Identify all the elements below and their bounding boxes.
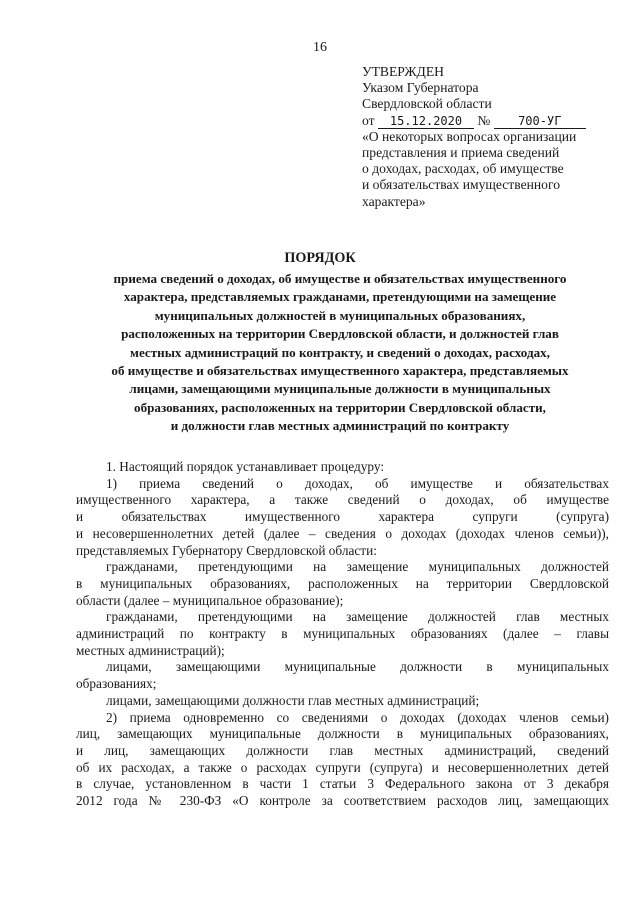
- paragraph-line: и лиц, замещающих должности глав местных администраций, сведений: [76, 742, 609, 758]
- approval-date-line: [362, 113, 612, 129]
- number-prefix: №: [477, 112, 491, 128]
- approval-issuer: Указом Губернатора: [362, 80, 479, 96]
- paragraph-line: 1) приема сведений о доходах, об имуществе и обязательствах: [106, 475, 609, 491]
- paragraph-line: об их расходах, а также о расходах супруги (супруга) и несовершеннолетних детей: [76, 759, 609, 775]
- decree-title-line: о доходах, расходах, об имуществе: [362, 161, 564, 177]
- subtitle-line: местных администраций по контракту, и сведений о доходах, расходах,: [130, 344, 550, 360]
- paragraph-line: области (далее – муниципальное образование);: [76, 592, 344, 608]
- decree-title-line: «О некоторых вопросах организации: [362, 128, 577, 144]
- paragraph-line: и обязательствах имущественного характера супруги (супруга): [76, 509, 609, 525]
- subtitle-line: образованиях, расположенных на территории Свердловской области,: [134, 399, 546, 415]
- page-number: 16: [313, 40, 327, 55]
- paragraph-line: лицами, замещающими муниципальные должности в муниципальных: [106, 659, 609, 675]
- paragraph-line: администраций по контракту в муниципальных образованиях (далее – главы: [76, 626, 609, 642]
- paragraph-line: гражданами, претендующими на замещение муниципальных должностей: [106, 559, 609, 575]
- approval-heading: УТВЕРЖДЕН: [362, 64, 444, 79]
- paragraph-line: местных администраций);: [76, 642, 225, 658]
- paragraph-5: [76, 659, 609, 692]
- paragraph-line: представляемых Губернатору Свердловской области:: [76, 542, 377, 558]
- subtitle-line: расположенных на территории Свердловской области, и должностей глав: [121, 326, 559, 342]
- paragraph-line: гражданами, претендующими на замещение должностей глав местных: [106, 609, 609, 625]
- decree-title-line: характера»: [362, 193, 426, 209]
- subtitle-line: лицами, замещающими муниципальные должности в муниципальных: [129, 381, 551, 397]
- paragraph-line: в случае, установленном в части 1 статьи 3 Федерального закона от 3 декабря: [76, 776, 609, 792]
- paragraph-line: и несовершеннолетних детей (далее – сведения о доходах (доходах членов семьи)),: [76, 525, 609, 541]
- subtitle-line: характера, представляемых гражданами, претендующими на замещение: [123, 289, 557, 305]
- document-subtitle: [70, 270, 610, 436]
- paragraph-2: [76, 476, 609, 560]
- paragraph-line: 2012 года № 230-ФЗ «О контроле за соответствием расходов лиц, замещающих: [76, 793, 609, 809]
- subtitle-line: об имуществе и обязательствах имущественного характера, представляемых: [111, 363, 569, 379]
- document-title: ПОРЯДОК: [284, 250, 356, 266]
- date-value: 15.12.2020: [378, 114, 474, 129]
- approval-block: [362, 64, 612, 210]
- paragraph-7: [76, 710, 609, 810]
- paragraph-line: в муниципальных образованиях, расположенных на территории Свердловской: [76, 575, 609, 591]
- decree-title-line: и обязательствах имущественного: [362, 177, 560, 193]
- paragraph-line: имущественного характера, а также сведений о доходах, об имуществе: [76, 492, 609, 508]
- paragraph-line: 2) приема одновременно со сведениями о доходах (доходах членов семьи): [106, 709, 609, 725]
- paragraph-1: 1. Настоящий порядок устанавливает процедуру:: [106, 459, 385, 474]
- number-value: 700-УГ: [494, 114, 586, 129]
- decree-title-line: представления и приема сведений: [362, 145, 560, 161]
- document-body: [76, 459, 609, 810]
- paragraph-line: образованиях;: [76, 676, 157, 692]
- subtitle-line: муниципальных должностей в муниципальных образованиях,: [154, 307, 526, 323]
- subtitle-line: приема сведений о доходах, об имуществе и обязательствах имущественного: [113, 271, 567, 286]
- paragraph-3: [76, 559, 609, 609]
- subtitle-line: и должности глав местных администраций по контракту: [170, 418, 510, 434]
- paragraph-6: лицами, замещающими должности глав местных администраций;: [106, 692, 480, 708]
- date-prefix: от: [362, 112, 375, 128]
- approval-region: Свердловской области: [362, 96, 492, 112]
- paragraph-4: [76, 609, 609, 659]
- paragraph-line: лиц, замещающих муниципальные должности в муниципальных образованиях,: [76, 726, 609, 742]
